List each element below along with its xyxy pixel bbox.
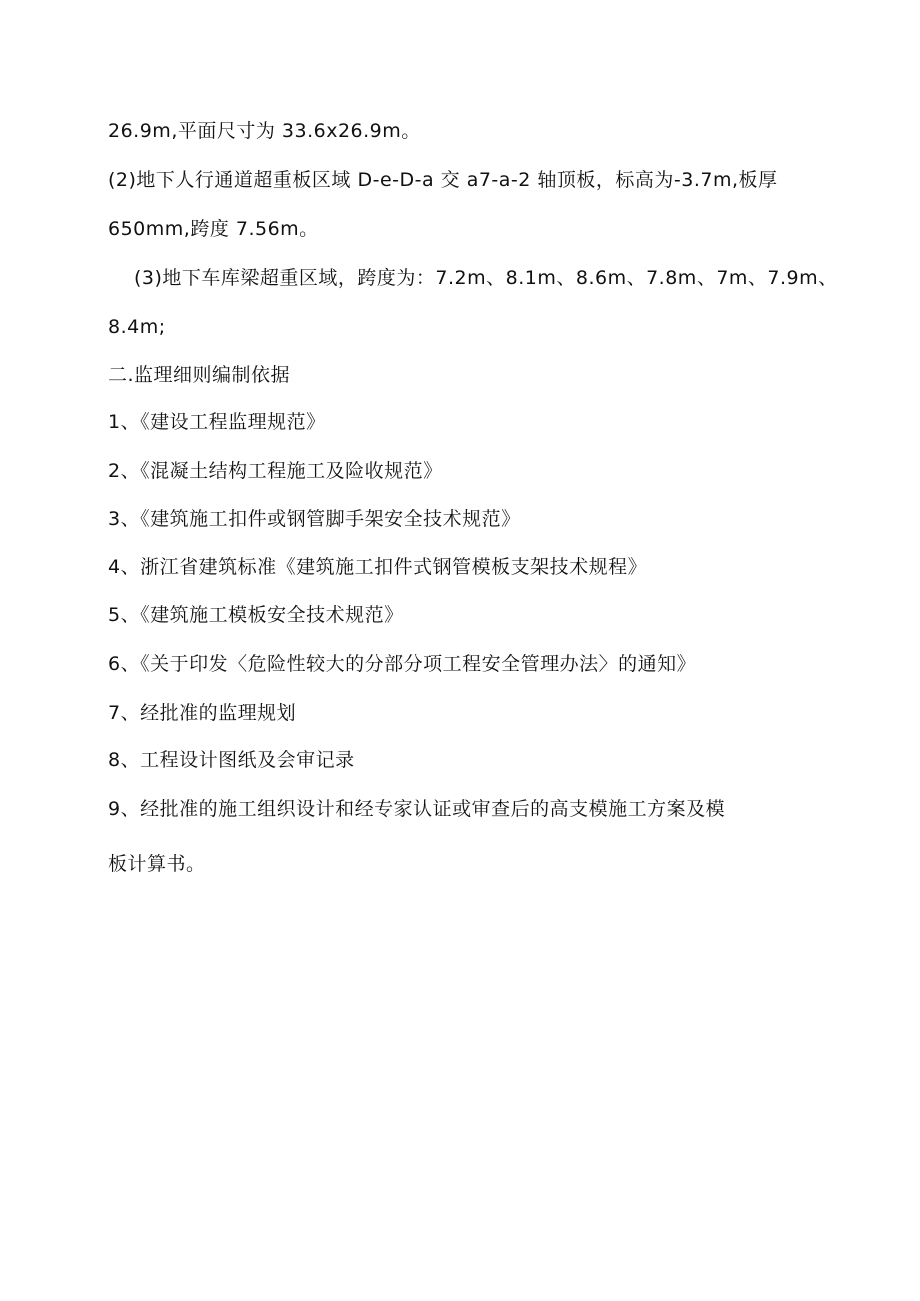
list-item: 2、《混凝土结构工程施工及险收规范》	[108, 460, 443, 482]
list-item: 5、《建筑施工模板安全技术规范》	[108, 604, 404, 626]
list-item: 6、《关于印发〈危险性较大的分部分项工程安全管理办法〉的通知》	[108, 653, 697, 675]
section-heading: 二.监理细则编制依据	[108, 364, 291, 386]
paragraph-line: (3)地下车库梁超重区域，跨度为：7.2m、8.1m、8.6m、7.8m、7m、7.9m、	[134, 267, 838, 289]
list-item: 9、经批准的施工组织设计和经专家认证或审查后的高支模施工方案及模	[108, 798, 726, 820]
paragraph-line: 8.4m;	[108, 316, 166, 338]
paragraph-line: 650mm,跨度 7.56m。	[108, 218, 319, 240]
list-item: 4、浙江省建筑标准《建筑施工扣件式钢管模板支架技术规程》	[108, 556, 648, 578]
list-item: 8、工程设计图纸及会审记录	[108, 749, 355, 771]
list-item: 1、《建设工程监理规范》	[108, 411, 326, 433]
list-item: 3、《建筑施工扣件或钢管脚手架安全技术规范》	[108, 508, 521, 530]
paragraph-line: (2)地下人行通道超重板区域 D-e-D-a 交 a7-a-2 轴顶板，标高为-3.7m,板厚	[108, 169, 778, 191]
list-item-continuation: 板计算书。	[108, 853, 206, 875]
list-item: 7、经批准的监理规划	[108, 702, 297, 724]
paragraph-line: 26.9m,平面尺寸为 33.6x26.9m。	[108, 120, 421, 142]
